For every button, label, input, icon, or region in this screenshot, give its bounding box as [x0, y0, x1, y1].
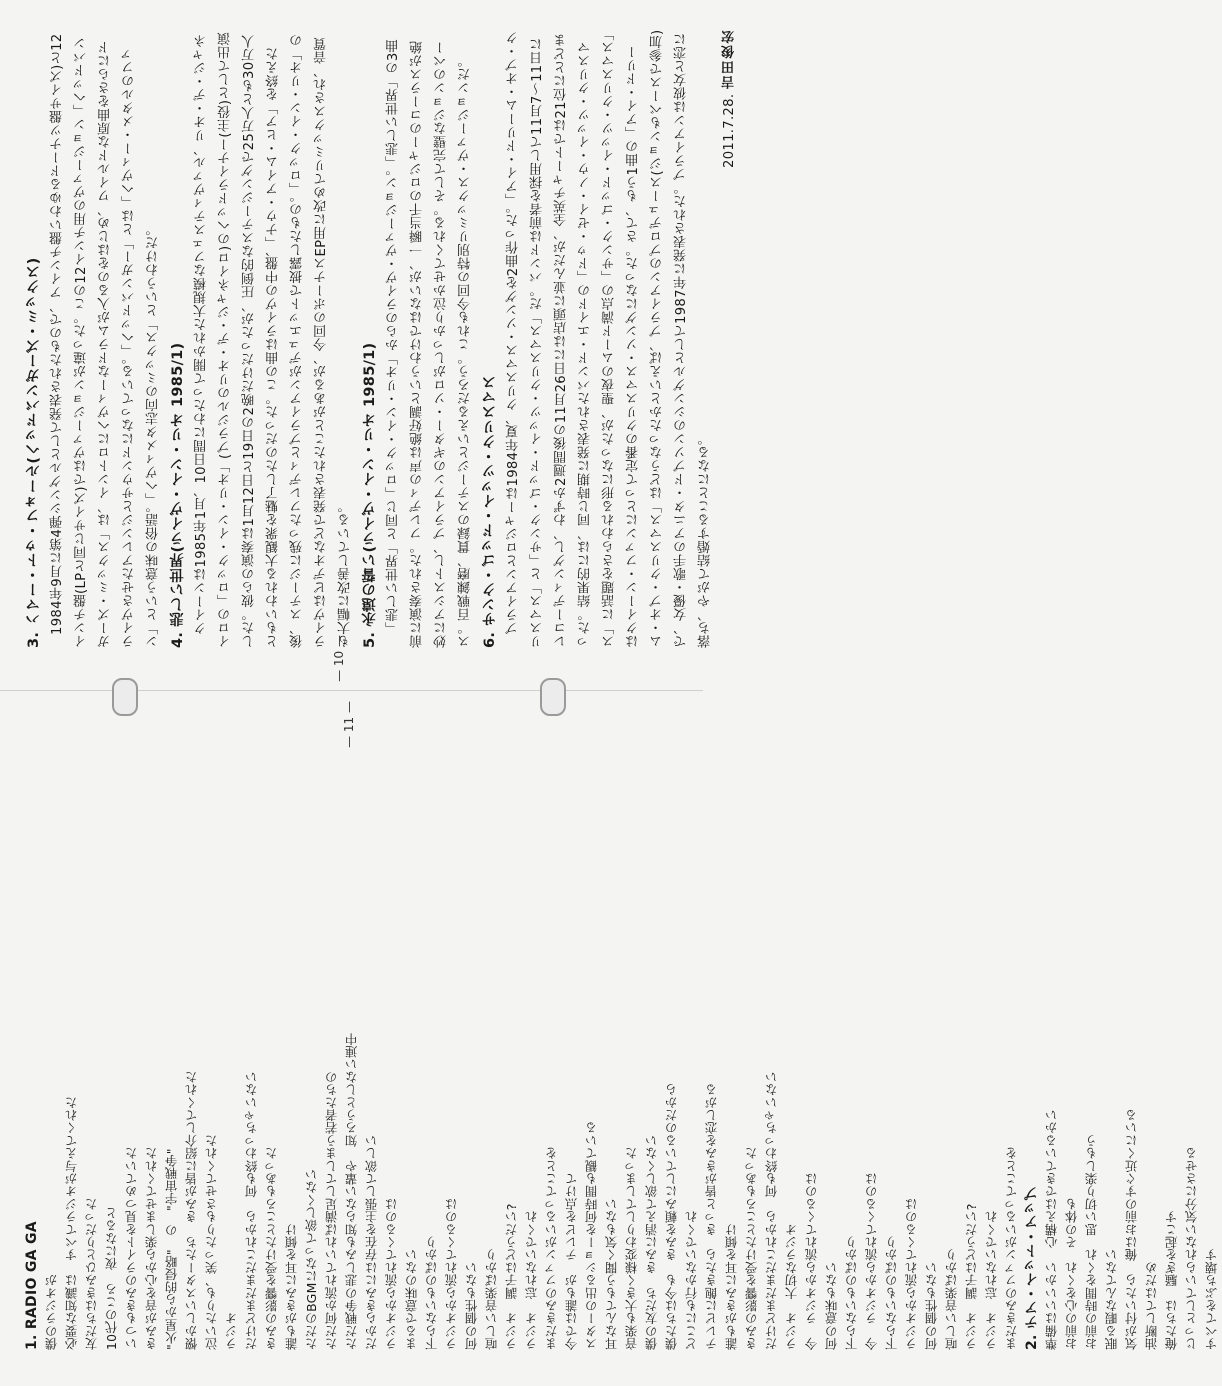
lyric-line: 耳なんてもう聞く気もない	[604, 1197, 619, 1350]
lyric-line: どこにも行かないでくれ	[684, 1210, 699, 1350]
lyric-line: だからきみには存在を主張して欲しい	[364, 1134, 379, 1350]
lyric-line: 下らないものばかり	[884, 1235, 899, 1350]
lyric-line: 準備はいいかい 心構えはできているかい	[1044, 1108, 1059, 1350]
lyric-line: まだきみのファンがいるってことを	[544, 1146, 559, 1350]
lyric-line: ラジオ 忘れないでくれ	[524, 1210, 539, 1350]
lyric-line: じっとしていられない気分にさせる	[1184, 1146, 1199, 1350]
section-title: 3. ハマー・トゥ・フォール(ヘッドバンガーズ・ミックス)	[26, 257, 42, 648]
lyric-line: 泣いたりも、笑ったりもさせてくれた	[204, 1134, 219, 1350]
lyric-line: ラジオ 調子はどうだい?	[964, 1203, 979, 1350]
lyric-line: ラジオから流れてくるのは	[444, 1197, 459, 1350]
section-paragraph: ブライアンとロジャーは1984年夏、クリスマス・ソングを2曲作った。「アイ・ドリーム・オブ・クリスマス」と「サンク・ゴッド・イッツ・クリスマス」だ。バンドは前者を採用して11月7〜11日にレコーディングし、わずか2週間後の11月26日には店頭に並んだが、全英チャートでは21位にとどまった。結果的には、同じ時期に発表されたバンド・エイドの「ドゥ・ゼイ・ノウ・イッツ・クリスマス」に話題をさらわれる形になったが、聖夜のムード満点の「サンク・ゴッド・イッツ・クリスマス」はクイーン・ファンにとって定番のクリスマス・ソングになった。さて、もう1曲の「アイ・ドリーム・オブ・クリスマス」はどうなったかといえば、ブライアンのプロデュース(ジョンもベースで参加)で、女優・歌手のアニタ・ドブソンのシングルとして1987年に発表された。ブライアンは彼女と恋に落ち、やがて結婚することになる。	[506, 29, 713, 648]
lyric-line: ラジオ	[224, 1311, 239, 1350]
lyric-line: まだきみのファンがいるってことを	[1004, 1146, 1019, 1350]
lyric-line: 油断してはだめ	[1144, 1261, 1159, 1350]
lyric-line: 下らないものばかり	[424, 1235, 439, 1350]
lyric-line: だけどまだまだこれから 何も終わっちゃいない	[764, 1070, 779, 1350]
lyric-line: 今では誰もが テレビを点けて	[564, 1172, 579, 1350]
lyric-line: ただ戦争の悲しみも知らない輩や 知ろうとしない連中	[344, 1032, 359, 1350]
lyric-line: 喧しい音楽ばかり	[944, 1248, 959, 1350]
lyric-line: 誰もがきみに耳を傾け	[284, 1223, 299, 1350]
section-paragraph: クイーンは1985年1月、10日間にわたって開かれた大規模なフェスティヴァル、リオ・デ・ジャネイロの「ロック・イン・リオ」(ブラジルのリオ・デ・ジャネイロ)のヘッドライナー(主役)として出演した。彼らの演奏は1月12日と19日の2晩だけだったが、圧倒的なステージングで25万人とも30万人ともいわれる大観衆を魅了したのだった。この曲はライヴの中盤、「ナウ・アイム・ヒア」を終えた後、ステージに残ったフレディとブライアンがデュエットで披露したもの。「ロック・イン・リオ」のライヴはビデオなどで発表されたことがあるが、今回のボーナスEP用に改めてリミックスされ、音質も大幅に改善している。	[194, 32, 353, 648]
section-title: 6. サンク・ゴッド・イッツ・クリスマス	[482, 374, 498, 648]
lyric-line: 喧しい音楽ばかり	[484, 1248, 499, 1350]
lyric-line: ただ何か流れていれば満足してしまう若者たちの	[324, 1070, 339, 1350]
lyric-line: だけどまだまだこれから 何も終わっちゃいない	[244, 1070, 259, 1350]
section-title: 4. 悲しい世界(ライヴ・イン・リオ 1985/1)	[170, 342, 186, 648]
section-5	[358, 28, 478, 648]
section-6	[478, 28, 718, 648]
signature-date: 2011.7.28.	[722, 93, 737, 168]
lyric-line: ラジオから流れてくるのは	[904, 1197, 919, 1350]
lyrics-page	[0, 693, 1219, 1386]
lyric-line: 何の意味もない	[824, 1261, 839, 1350]
lyric-line: 下らないものばかり	[844, 1235, 859, 1350]
song-title: 1. RADIO GA GA	[24, 1221, 40, 1350]
commentary-page	[0, 0, 737, 691]
lyric-line: いつもきみのライトを見つめていた	[124, 1146, 139, 1350]
lyric-line: 俺たちは 騒ぎを起こす	[1164, 1210, 1179, 1350]
lyric-line: きみの影響を受けたところもあった	[264, 1146, 279, 1350]
lyric-line: 僕の友だち きみに消えて欲しくない	[644, 1134, 659, 1350]
section-title: 5. 永遠の誓い(ライヴ・イン・リオ 1985/1)	[362, 342, 378, 648]
lyric-line: 10代のころ 夜になると	[104, 1206, 119, 1350]
lyric-line: 音楽も大きく様変わりしてしまった	[624, 1146, 639, 1350]
lyric-line: スターの出るショーを何時間も観ている	[584, 1121, 599, 1350]
lyric-line: 懐かしいスターたち きみが皆に紹介してくれた	[184, 1070, 199, 1350]
lyric-line: 気が付いたら 俺はお前のすぐ近くにいる	[1124, 1108, 1139, 1350]
lyric-line: 今 ラジオから流れてくるのは	[804, 1172, 819, 1350]
song-title: 2. テア・イット・アップ	[1024, 1186, 1040, 1350]
section-3	[22, 28, 166, 648]
lyric-line: 必要な知識は すべてラジオが与えてくれた	[64, 1096, 79, 1350]
song-2	[1022, 731, 1222, 1350]
lyric-line: "火星から的侵略" の "宇宙戦争"	[164, 1148, 179, 1350]
lyric-line: お前の心をくれ その体も	[1064, 1197, 1079, 1350]
signature	[718, 28, 742, 648]
lyric-line: 眠る暇なんてない	[1104, 1248, 1119, 1350]
lyric-line: 何の個性もない	[924, 1261, 939, 1350]
lyric-line: きみの影響を受けたところもあった	[744, 1146, 759, 1350]
lyric-line: お前の時間をくれ 思い切り楽しもう	[1084, 1134, 1099, 1350]
section-4	[166, 28, 358, 648]
commentary-text	[22, 28, 737, 648]
lyric-line: 何の個性もない	[464, 1261, 479, 1350]
page-number: — 10 —	[332, 635, 346, 682]
lyric-line: ただのBGMになって欲しくない	[304, 1168, 319, 1350]
signature-name: 吉田俊宏	[722, 28, 737, 89]
lyric-line: すべてをぶち壊す	[1204, 1248, 1219, 1350]
page-number: — 11 —	[342, 701, 356, 748]
lyric-line: 誰もがきみに耳を傾け	[724, 1223, 739, 1350]
lyric-line: ラジオ 忘れないでくれ	[984, 1210, 999, 1350]
lyric-line: きみが音を心から楽しませてくれた	[144, 1146, 159, 1350]
lyric-line: 僕たちは今も きみを頼みにしているのだから	[664, 1083, 679, 1350]
lyric-line: ラジオから流れてくるのは	[384, 1197, 399, 1350]
lyric-line: まるで意味のない	[404, 1248, 419, 1350]
lyrics-text	[22, 731, 1219, 1350]
lyric-line: 僕のラジオが	[44, 1273, 59, 1350]
lyric-line: ラジオ 調子はどうだい?	[504, 1203, 519, 1350]
section-paragraph: 1984年9月に第4弾シングルとして発表されたもので、アインチ盤いわゆるドーナツ盤サイズ)と12インチ盤(LPと同じサイズ)ではヴァージョンが違った。この12インチ用のヴァージョン「ヘッドバンガーズ・ミックス」は、イントロにヘヴィーなドラムが入るのをはじめ、ワイルドな原曲をさらにドライヴさせたアレンジとサウンドになっている。「ヘッドバンガー」とは「ヘヴィー・メタルのファン」という意味の俗語。「ヘヴィメタ志向のミックス」というわけだ。	[50, 33, 161, 648]
lyric-line: 今 ラジオから流れてくるのは	[864, 1172, 879, 1350]
lyric-line: テレビに飽きたら きっと皆がきみを恋しがる	[704, 1083, 719, 1350]
lyric-line: 友だちはきみひとりだった	[84, 1197, 99, 1350]
section-paragraph: 「悲しい世界」と同じ「ロック・イン・リオ」からのライヴ・ヴァージョン。「悲しい世界」の3曲前に演奏された。フレディの声は絶好調というわけではないが、一瞬当千のロジャーのコーラスが絶妙にアシストし、ブライアンのギター・ソロがしっかり泣かせてくれる。そして完璧なジョンのベース。百戦錬磨、貫録のステージといえるだろう。これも今回の特別リミックス・ヴァージョンだ。	[386, 38, 473, 648]
song-1	[22, 731, 1022, 1350]
lyric-line: ラジオ 大切なラジオ	[784, 1223, 799, 1350]
